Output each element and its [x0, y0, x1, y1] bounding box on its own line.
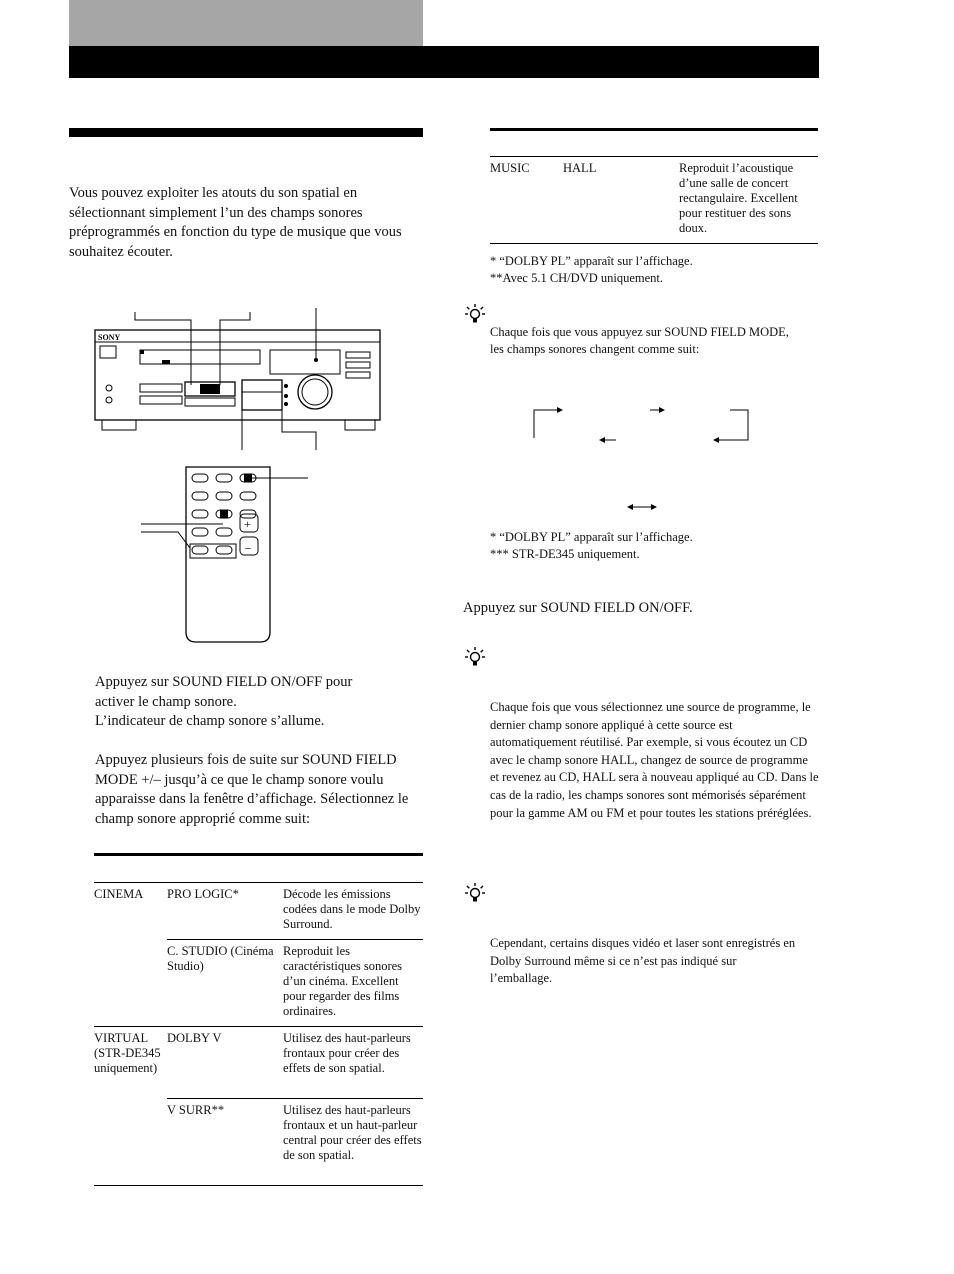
footnote-2: **Avec 5.1 CH/DVD uniquement. [490, 271, 664, 285]
device-brand: SONY [98, 333, 121, 342]
right-table-mode: HALL [563, 161, 597, 175]
section-rule [69, 128, 423, 137]
footnote-1: * “DOLBY PL” apparaît sur l’affichage. [490, 254, 693, 268]
step1-line2: activer le champ sonore. [95, 693, 237, 710]
table-row-4-mode: V SURR** [167, 1103, 225, 1117]
remote-illustration [138, 462, 318, 652]
table-header-rule [94, 882, 423, 883]
tip-2-text: Chaque fois que vous sélectionnez une source de programme, le dernier champ sonore appliqué à cette source est automatiquement réutilisé. Par exemple, si vous écoutez un CD avec le champ sonore HALL, changez de source de programme et revenez au CD, HALL sera à nouveau appliqué au CD. Dans le cas de la radio, les champs sonores sont mémorisés séparément pour la gamme AM ou FM et pour toutes les stations préréglées. [490, 700, 819, 820]
svg-text:–: – [245, 540, 251, 554]
receiver-illustration [90, 300, 390, 460]
footnote-4: *** STR-DE345 uniquement. [490, 547, 640, 561]
right-table-category: MUSIC [490, 161, 530, 175]
table-row-3-category: VIRTUAL (STR-DE345 uniquement) [94, 1031, 161, 1075]
right-table-bottom-rule [490, 243, 818, 244]
header-bar [69, 46, 819, 78]
step1-line1: Appuyez sur SOUND FIELD ON/OFF pour [95, 674, 353, 690]
right-table-desc: Reproduit l’acoustique d’une salle de concert rectangulaire. Excellent pour restituer des sons doux. [679, 161, 798, 235]
table-row-1-category: CINEMA [94, 887, 144, 901]
right-table-top-rule [490, 156, 818, 157]
lightbulb-icon [463, 302, 487, 326]
step1-line3: L’indicateur de champ sonore s’allume. [95, 713, 325, 729]
table-row-4-desc: Utilisez des haut-parleurs frontaux et un haut-parleur central pour créer des effets de son spatial. [283, 1103, 422, 1162]
lightbulb-icon [463, 645, 487, 669]
table-row-divider [94, 1026, 423, 1027]
tip-3-text: Cependant, certains disques vidéo et laser sont enregistrés en Dolby Surround même si ce n’est pas indiqué sur l’emballage. [490, 936, 796, 986]
table-row-1-desc: Décode les émissions codées dans le mode Dolby Surround. [283, 887, 421, 931]
lightbulb-icon [463, 881, 487, 905]
table-row-2-desc: Reproduit les caractéristiques sonores d’un cinéma. Excellent pour regarder des films ordinaires. [283, 944, 403, 1018]
svg-text:+: + [244, 517, 251, 531]
right-section-rule [490, 128, 818, 131]
tip-1-text: Chaque fois que vous appuyez sur SOUND FIELD MODE, les champs sonores changent comme suit: [490, 325, 789, 356]
footnote-3: * “DOLBY PL” apparaît sur l’affichage. [490, 530, 693, 544]
table-row-divider [167, 1098, 423, 1099]
table-row-3-desc: Utilisez des haut-parleurs frontaux pour créer des effets de son spatial. [283, 1031, 411, 1075]
step2: Appuyez plusieurs fois de suite sur SOUND FIELD MODE +/– jusqu’à ce que le champ sonore voulu apparaisse dans la fenêtre d’affichage. Sélectionnez le champ sonore approprié comme suit: [95, 752, 409, 827]
step1 [95, 673, 425, 732]
table-top-rule [94, 853, 423, 856]
mode-cycle-arrows [520, 400, 760, 515]
table-row-divider [167, 939, 423, 940]
table-bottom-rule [94, 1185, 423, 1186]
table-row-3-mode: DOLBY V [167, 1031, 222, 1045]
off-instruction: Appuyez sur SOUND FIELD ON/OFF. [463, 600, 693, 616]
table-row-1-mode: PRO LOGIC* [167, 887, 239, 901]
table-row-2-mode: C. STUDIO (Cinéma Studio) [167, 944, 274, 973]
header-tab [69, 0, 423, 46]
intro-text: Vous pouvez exploiter les atouts du son spatial en sélectionnant simplement l’un des champs sonores préprogrammés en fonction du type de musique que vous souhaitez écouter. [69, 185, 402, 260]
